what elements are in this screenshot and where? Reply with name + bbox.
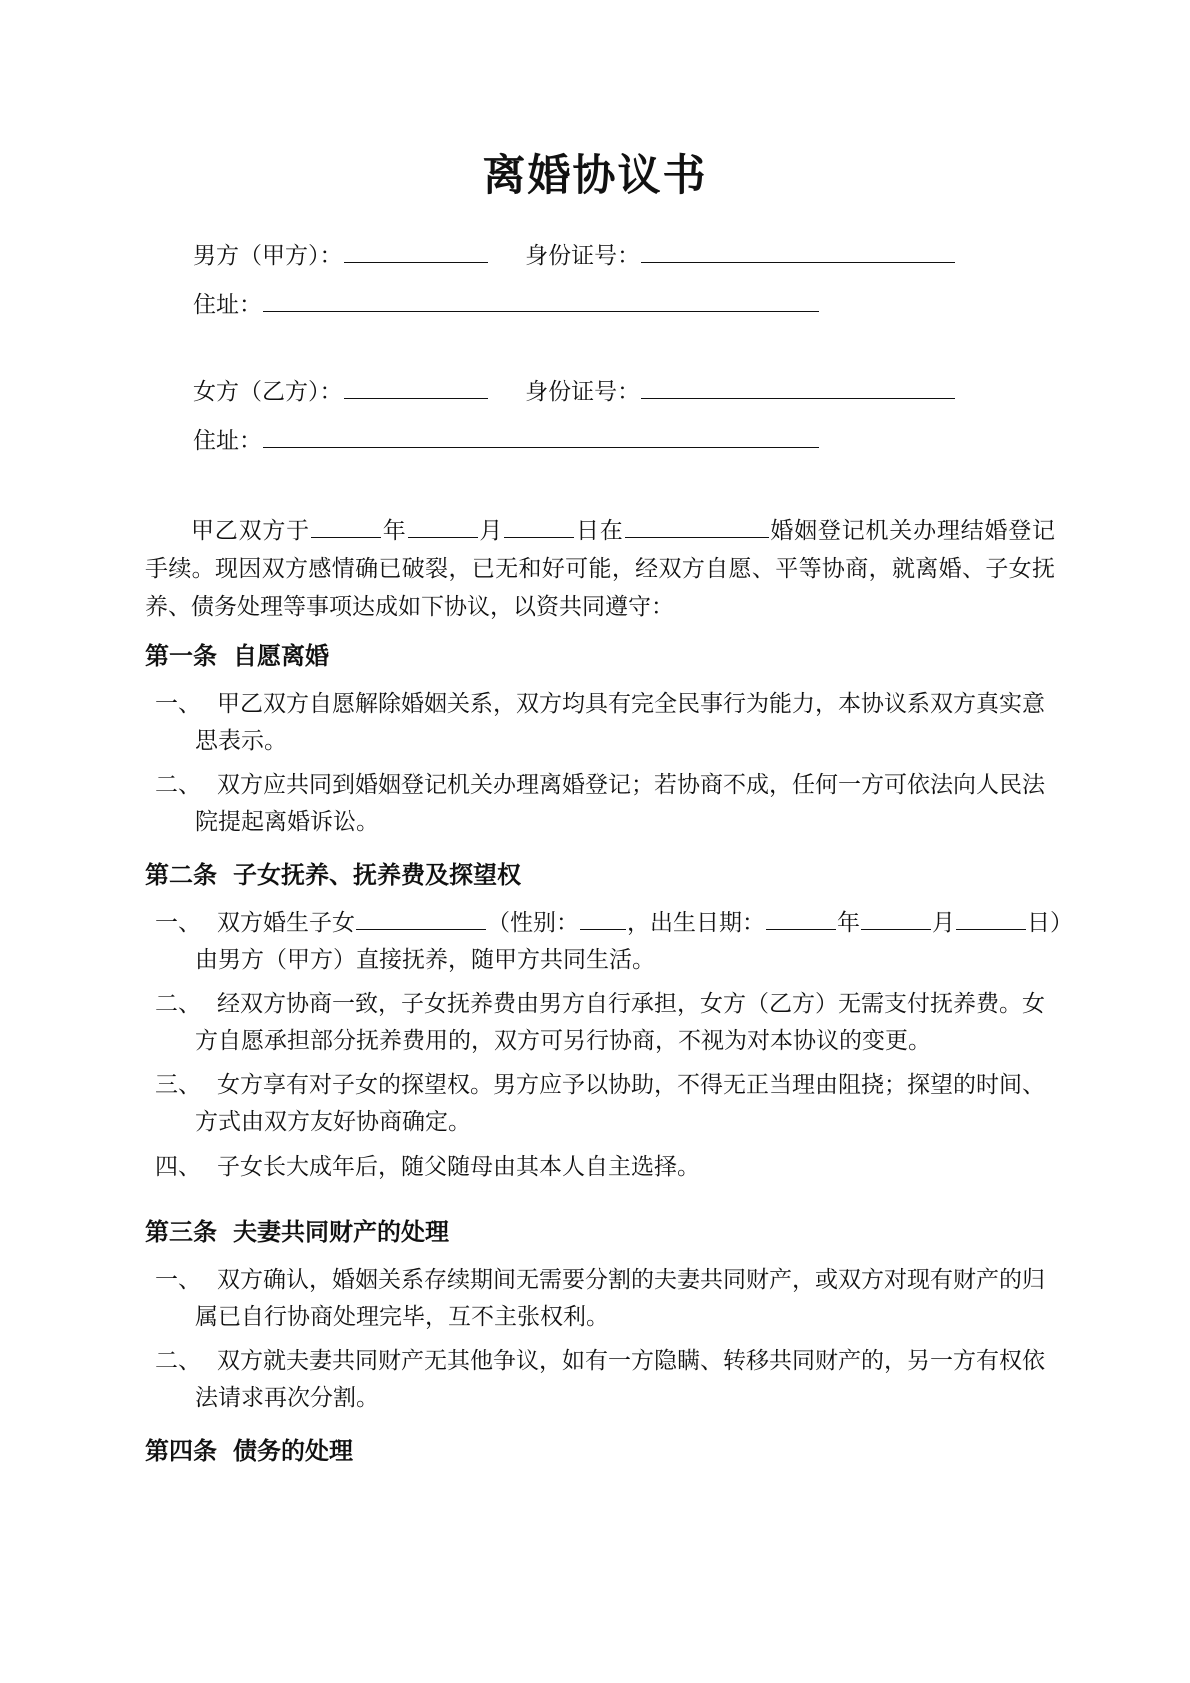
item-marker: 二、 (155, 772, 201, 798)
marriage-day-blank[interactable] (504, 515, 574, 538)
section-1-item-2 (155, 767, 1065, 841)
female-address-label: 住址： (193, 428, 262, 454)
section-2-item-1 (155, 905, 1065, 979)
section-2-title: 子女抚养、抚养费及探望权 (233, 861, 521, 889)
section-3-item-1 (155, 1262, 1065, 1336)
item-text: 子女长大成年后，随父随母由其本人自主选择。 (217, 1154, 700, 1180)
section-1-heading (145, 638, 329, 674)
section-1-item-1 (155, 686, 1065, 760)
item-text: 经双方协商一致，子女抚养费由男方自行承担，女方（乙方）无需支付抚养费。女方自愿承担部分抚养费用的，双方可另行协商，不视为对本协议的变更。 (195, 991, 1045, 1054)
male-party-label: 男方（甲方）： (193, 243, 343, 269)
item-marker: 三、 (155, 1072, 201, 1098)
male-address-blank[interactable] (263, 289, 819, 312)
item-text: 双方应共同到婚姻登记机关办理离婚登记；若协商不成，任何一方可依法向人民法院提起离婚诉讼。 (195, 772, 1045, 835)
male-address-label: 住址： (193, 292, 262, 318)
child-gender-blank[interactable] (580, 907, 626, 930)
female-address-line (193, 424, 820, 458)
marriage-year-blank[interactable] (311, 515, 381, 538)
female-name-blank[interactable] (344, 376, 488, 399)
item-marker: 一、 (155, 910, 201, 936)
male-id-blank[interactable] (641, 240, 955, 263)
birth-year-blank[interactable] (766, 907, 836, 930)
section-1-title: 自愿离婚 (233, 642, 329, 670)
female-id-label: 身份证号： (525, 379, 641, 405)
section-3-item-2 (155, 1343, 1065, 1417)
registration-office-blank[interactable] (625, 515, 769, 538)
item-text: 甲乙双方自愿解除婚姻关系，双方均具有完全民事行为能力，本协议系双方真实意思表示。 (195, 691, 1045, 754)
marriage-month-blank[interactable] (408, 515, 478, 538)
section-2-item-4 (155, 1149, 1065, 1186)
intro-day-label: 日在 (575, 518, 624, 544)
section-2-number: 第二条 (145, 861, 217, 889)
item-marker: 四、 (155, 1154, 201, 1180)
section-2-item-3 (155, 1067, 1065, 1141)
female-party-label: 女方（乙方）： (193, 379, 343, 405)
item-marker: 一、 (155, 1267, 201, 1293)
item-marker: 一、 (155, 691, 201, 717)
section-3-title: 夫妻共同财产的处理 (233, 1218, 449, 1246)
item-marker: 二、 (155, 1348, 201, 1374)
male-address-line (193, 288, 820, 322)
item-text: 双方婚生子女 （性别： ，出生日期： 年 月 日）由男方（甲方）直接抚养，随甲方共同生活。 (155, 905, 1065, 979)
section-4-heading (145, 1433, 353, 1469)
item-text: 女方享有对子女的探望权。男方应予以协助，不得无正当理由阻挠；探望的时间、方式由双方友好协商确定。 (195, 1072, 1045, 1135)
intro-month-label: 月 (478, 518, 504, 544)
section-2-heading (145, 857, 521, 893)
document-title: 离婚协议书 (482, 151, 708, 201)
birth-month-blank[interactable] (861, 907, 931, 930)
intro-text-start: 甲乙双方于 (191, 518, 310, 544)
female-id-blank[interactable] (641, 376, 955, 399)
intro-year-label: 年 (381, 518, 407, 544)
female-address-blank[interactable] (263, 425, 819, 448)
section-1-number: 第一条 (145, 642, 217, 670)
intro-paragraph (145, 512, 1055, 626)
section-4-title: 债务的处理 (233, 1437, 353, 1465)
section-3-number: 第三条 (145, 1218, 217, 1246)
section-2-item-2 (155, 986, 1065, 1060)
intro-text-end: 婚姻登记机关办理结婚登记手续。现因双方感情确已破裂，已无和好可能，经双方自愿、平等协商，就离婚、子女抚养、债务处理等事项达成如下协议，以资共同遵守： (145, 518, 1056, 620)
section-3-heading (145, 1214, 449, 1250)
item-text: 双方就夫妻共同财产无其他争议，如有一方隐瞒、转移共同财产的，另一方有权依法请求再次分割。 (195, 1348, 1045, 1411)
item-marker: 二、 (155, 991, 201, 1017)
male-name-blank[interactable] (344, 240, 488, 263)
child-name-blank[interactable] (356, 907, 486, 930)
female-party-line (193, 375, 956, 409)
birth-day-blank[interactable] (956, 907, 1026, 930)
male-id-label: 身份证号： (525, 243, 641, 269)
male-party-line (193, 239, 956, 273)
section-4-number: 第四条 (145, 1437, 217, 1465)
item-text: 双方确认，婚姻关系存续期间无需要分割的夫妻共同财产，或双方对现有财产的归属已自行协商处理完毕，互不主张权利。 (195, 1267, 1045, 1330)
